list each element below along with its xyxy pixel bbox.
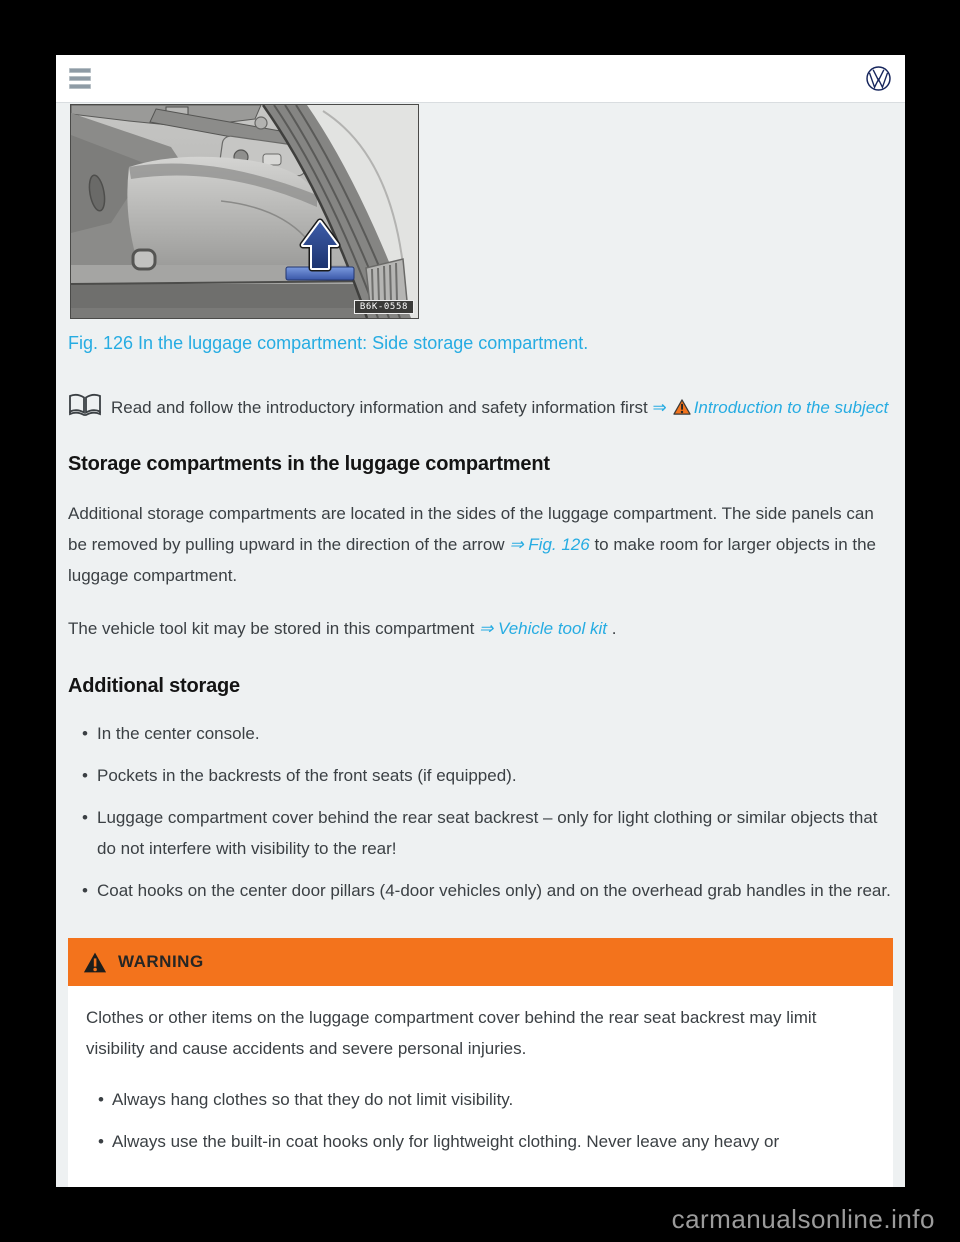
section-title-additional: Additional storage <box>68 675 240 697</box>
top-bar <box>56 55 905 103</box>
warning-list <box>86 1084 875 1157</box>
intro-note <box>68 393 893 422</box>
menu-bar <box>69 68 91 73</box>
list-item: • Luggage compartment cover behind the rear seat backrest – only for light clothing or similar objects that do not interfere with visibility to the rear! <box>68 802 893 864</box>
intro-link[interactable]: Introduction to the subject <box>693 398 889 417</box>
warning-triangle-icon <box>83 952 107 973</box>
list-item: • Pockets in the backrests of the front seats (if equipped). <box>68 760 893 791</box>
ref-arrow: ⇒ <box>652 398 667 417</box>
warning-body <box>68 986 893 1187</box>
warning-label: WARNING <box>118 952 204 971</box>
figure-image-code: B6K-0558 <box>354 300 414 314</box>
menu-bar <box>69 76 91 81</box>
paragraph-text: Additional storage compartments are located in the sides of the luggage compartment. The side panels can be removed by pulling upward in the direction of the arrow <box>68 504 874 554</box>
manual-page <box>56 55 905 1187</box>
paragraph-storage <box>68 498 893 591</box>
warning-header <box>68 938 893 986</box>
menu-bar <box>69 84 91 89</box>
intro-text: Read and follow the introductory information and safety information first <box>111 398 653 417</box>
additional-storage-list <box>68 718 893 906</box>
fig-126-link[interactable]: ⇒ Fig. 126 <box>509 535 590 554</box>
vehicle-tool-kit-link[interactable]: ⇒ Vehicle tool kit <box>479 619 607 638</box>
warning-triangle-icon <box>673 399 691 415</box>
open-book-icon <box>68 393 102 417</box>
paragraph-text: The vehicle tool kit may be stored in this compartment <box>68 619 480 638</box>
list-item: • In the center console. <box>68 718 893 749</box>
figure-126-image <box>70 104 419 319</box>
list-item: • Coat hooks on the center door pillars (4-door vehicles only) and on the overhead grab handles in the rear. <box>68 875 893 906</box>
section-title-storage: Storage compartments in the luggage compartment <box>68 453 550 475</box>
menu-icon[interactable] <box>69 65 91 92</box>
paragraph-text: . <box>606 619 617 638</box>
vw-logo-icon[interactable] <box>865 65 892 92</box>
paragraph-text: to make room for larger objects in the luggage compartment. <box>68 535 877 585</box>
figure-caption: Fig. 126 In the luggage compartment: Side storage compartment. <box>68 333 589 353</box>
paragraph-toolkit <box>68 613 893 644</box>
list-item: • Always hang clothes so that they do not limit visibility. <box>86 1084 875 1115</box>
list-item: • Always use the built-in coat hooks only for lightweight clothing. Never leave any heavy or <box>86 1126 875 1157</box>
warning-paragraph: Clothes or other items on the luggage compartment cover behind the rear seat backrest may limit visibility and cause accidents and severe personal injuries. <box>86 1008 817 1058</box>
warning-box <box>68 938 893 1187</box>
site-watermark: carmanualsonline.info <box>671 1204 935 1234</box>
